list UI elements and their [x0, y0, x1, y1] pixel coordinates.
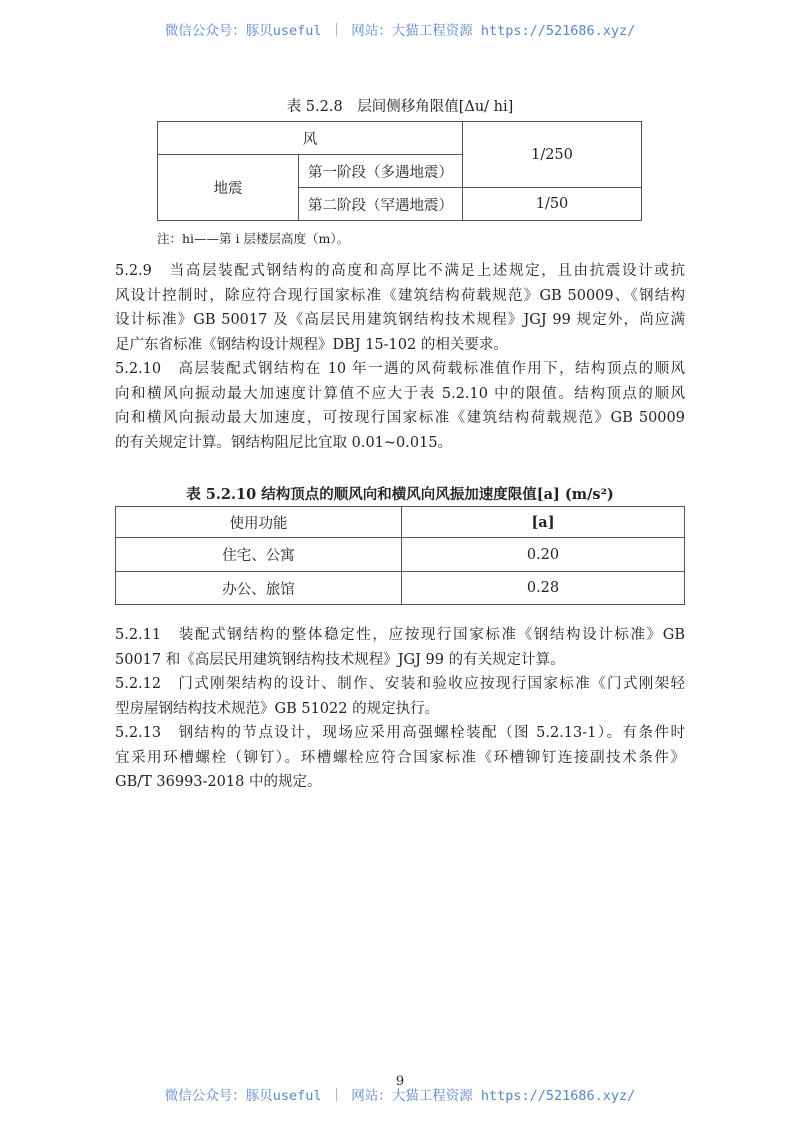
- cell-quake: 地震: [158, 155, 299, 221]
- page-number: 9: [395, 1074, 405, 1089]
- paragraph-line: 5.2.9 当高层装配式钢结构的高度和高厚比不满足上述规定，且由抗震设计或抗: [115, 263, 685, 279]
- paragraph-line: 5.2.12 门式刚架结构的设计、制作、安装和验收应按现行国家标准《门式刚架轻: [115, 676, 685, 692]
- paragraph-line: 5.2.10 高层装配式钢结构在 10 年一遇的风荷载标准值作用下，结构顶点的顺风: [115, 361, 685, 377]
- paragraph-line: 的有关规定计算。钢结构阻尼比宜取 0.01~0.015。: [115, 434, 453, 451]
- table-5-2-10-caption: 表 5.2.10 结构顶点的顺风向和横风向风振加速度限值[a] (m/s²): [186, 486, 614, 503]
- cell-1-50: 1/50: [463, 188, 642, 221]
- paragraph-line: 足广东省标准《钢结构设计规程》DBJ 15-102 的相关要求。: [115, 336, 508, 353]
- paragraph-line: 向和横风向振动最大加速度，可按现行国家标准《建筑结构荷载规范》GB 50009: [115, 410, 685, 426]
- row-function: 住宅、公寓: [116, 538, 402, 572]
- paragraph-line: 型房屋钢结构技术规范》GB 51022 的规定执行。: [115, 700, 440, 717]
- cell-stage2: 第二阶段（罕遇地震）: [299, 188, 463, 221]
- paragraph-line: 宜采用环槽螺栓（铆钉）。环槽螺栓应符合国家标准《环槽铆钉连接副技术条件》: [115, 749, 685, 766]
- row-function: 办公、旅馆: [116, 572, 402, 605]
- table-5-2-8-caption: 表 5.2.8 层间侧移角限值[Δu/ hi]: [286, 99, 514, 115]
- paragraph-line: 50017 和《高层民用建筑钢结构技术规程》JGJ 99 的有关规定计算。: [115, 651, 565, 668]
- header-watermark: 微信公众号：豚贝useful ｜ 网站：大猫工程资源 https://521686.xyz/: [164, 23, 636, 39]
- paragraph-line: 5.2.11 装配式钢结构的整体稳定性，应按现行国家标准《钢结构设计标准》GB: [115, 627, 685, 643]
- paragraph-line: 风设计控制时，除应符合现行国家标准《建筑结构荷载规范》GB 50009、《钢结构: [115, 287, 685, 304]
- header-function: 使用功能: [116, 507, 402, 538]
- cell-1-250: 1/250: [463, 122, 642, 188]
- row-value: 0.20: [402, 538, 685, 572]
- cell-stage1: 第一阶段（多遇地震）: [299, 155, 463, 188]
- paragraph-line: 设计标准》GB 50017 及《高层民用建筑钢结构技术规程》JGJ 99 规定外，尚应满: [115, 312, 685, 328]
- paragraph-line: GB/T 36993-2018 中的规定。: [115, 774, 322, 790]
- row-value: 0.28: [402, 572, 685, 605]
- header-a: [a]: [402, 507, 685, 538]
- footer-watermark: 微信公众号：豚贝useful ｜ 网站：大猫工程资源 https://521686.xyz/: [164, 1088, 636, 1104]
- cell-wind: 风: [158, 122, 463, 155]
- table-5-2-10: [115, 506, 685, 605]
- table-5-2-8: [157, 121, 642, 221]
- paragraph-line: 向和横风向振动最大加速度计算值不应大于表 5.2.10 中的限值。结构顶点的顺风: [115, 385, 685, 402]
- paragraph-line: 5.2.13 钢结构的节点设计，现场应采用高强螺栓装配（图 5.2.13-1）。有条件时: [115, 725, 685, 741]
- table-note: 注：hi——第 i 层楼层高度（m）。: [157, 231, 350, 246]
